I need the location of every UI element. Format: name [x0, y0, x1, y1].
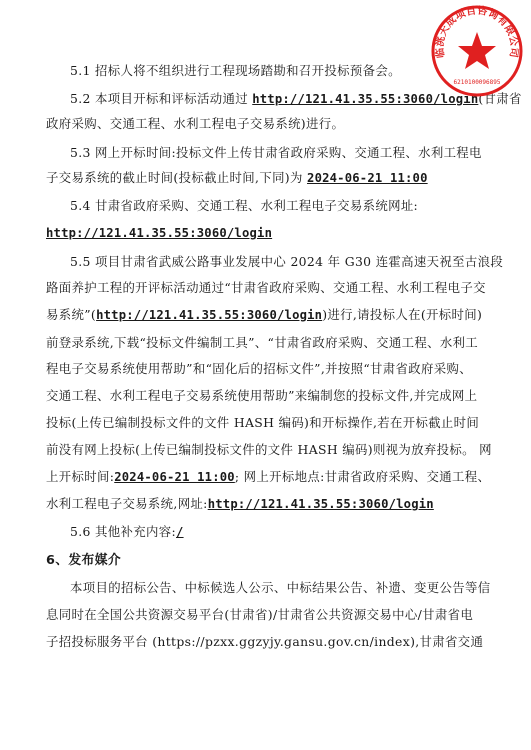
text-line [70, 254, 503, 270]
text-segment: 5.6 其他补充内容: [70, 524, 177, 539]
text-line [46, 415, 479, 431]
text-segment: 5.2 本项目开标和评标活动通过 [70, 91, 253, 106]
text-segment: ; 网上开标地点:甘肃省政府采购、交通工程、 [234, 469, 491, 484]
text-line [70, 198, 418, 214]
text-line [46, 634, 483, 650]
text-segment: 上开标时间: [46, 469, 115, 484]
text-line [70, 580, 490, 596]
text-segment: 子招投标服务平台 (https://pzxx.ggzyjy.gansu.gov.cn/index),甘肃省交通 [46, 634, 484, 649]
text-segment: 本项目的招标公告、中标候选人公示、中标结果公告、补遗、变更公告等信 [70, 580, 491, 595]
text-line [46, 607, 473, 623]
text-line [46, 496, 434, 512]
text-segment: )进行,请投标人在(开标时间) [322, 307, 483, 322]
text-segment: 5.4 甘肃省政府采购、交通工程、水利工程电子交易系统网址: [70, 198, 419, 213]
url-link[interactable]: 2024-06-21 11:00 [307, 171, 428, 185]
text-segment: 水利工程电子交易系统,网址: [46, 496, 208, 511]
text-segment: 易系统”( [46, 307, 97, 322]
text-line [46, 280, 486, 296]
seal-text: 临洮天成项目咨询有限公司 [434, 5, 520, 59]
text-line [70, 145, 482, 161]
text-line [46, 388, 477, 404]
text-segment: 5.3 网上开标时间:投标文件上传甘肃省政府采购、交通工程、水利工程电 [70, 145, 482, 160]
url-link[interactable]: / [176, 525, 184, 539]
text-line [46, 170, 428, 186]
text-segment: (甘肃省 [478, 91, 522, 106]
seal-number: 6210100096895 [453, 79, 501, 86]
text-segment: 5.5 项目甘肃省武威公路事业发展中心 2024 年 G30 连霍高速天祝至古浪段 [70, 254, 504, 269]
text-line [46, 361, 472, 377]
url-link[interactable]: 2024-06-21 11:00 [114, 470, 235, 484]
url-link[interactable]: http://121.41.35.55:3060/login [207, 497, 434, 511]
url-link[interactable]: http://121.41.35.55:3060/login [46, 226, 273, 240]
text-segment: 程电子交易系统使用帮助”和“固化后的招标文件”,并按照“甘肃省政府采购、 [46, 361, 472, 376]
text-segment: 5.1 招标人将不组织进行工程现场踏勘和召开投标预备会。 [70, 63, 401, 78]
text-segment: 子交易系统的截止时间(投标截止时间,下同)为 [46, 170, 308, 185]
text-segment: 投标(上传已编制投标文件的文件 HASH 编码)和开标操作,若在开标截止时间 [46, 415, 480, 430]
text-segment: 政府采购、交通工程、水利工程电子交易系统)进行。 [46, 116, 345, 131]
text-segment: 前登录系统,下载“投标文件编制工具”、“甘肃省政府采购、交通工程、水利工 [46, 335, 479, 350]
text-line [46, 552, 121, 569]
text-segment: 路面养护工程的开评标活动通过“甘肃省政府采购、交通工程、水利工程电子交 [46, 280, 486, 295]
text-segment: 息同时在全国公共资源交易平台(甘肃省)/甘肃省公共资源交易中心/甘肃省电 [46, 607, 474, 622]
text-segment: 交通工程、水利工程电子交易系统使用帮助”来编制您的投标文件,并完成网上 [46, 388, 478, 403]
text-line [46, 442, 492, 458]
text-segment: 前没有网上投标(上传已编制投标文件的文件 HASH 编码)则视为放弃投标。 网 [46, 442, 492, 457]
text-line [46, 469, 490, 485]
text-line [46, 116, 344, 132]
url-link[interactable]: http://121.41.35.55:3060/login [252, 92, 479, 106]
url-link[interactable]: http://121.41.35.55:3060/login [96, 308, 323, 322]
company-seal [430, 4, 524, 98]
text-line [70, 524, 184, 540]
text-line [46, 307, 482, 323]
section-heading: 6、发布媒介 [46, 553, 121, 568]
star-icon [458, 32, 496, 69]
text-line [70, 63, 401, 79]
text-line [46, 335, 478, 351]
text-line [46, 225, 272, 241]
